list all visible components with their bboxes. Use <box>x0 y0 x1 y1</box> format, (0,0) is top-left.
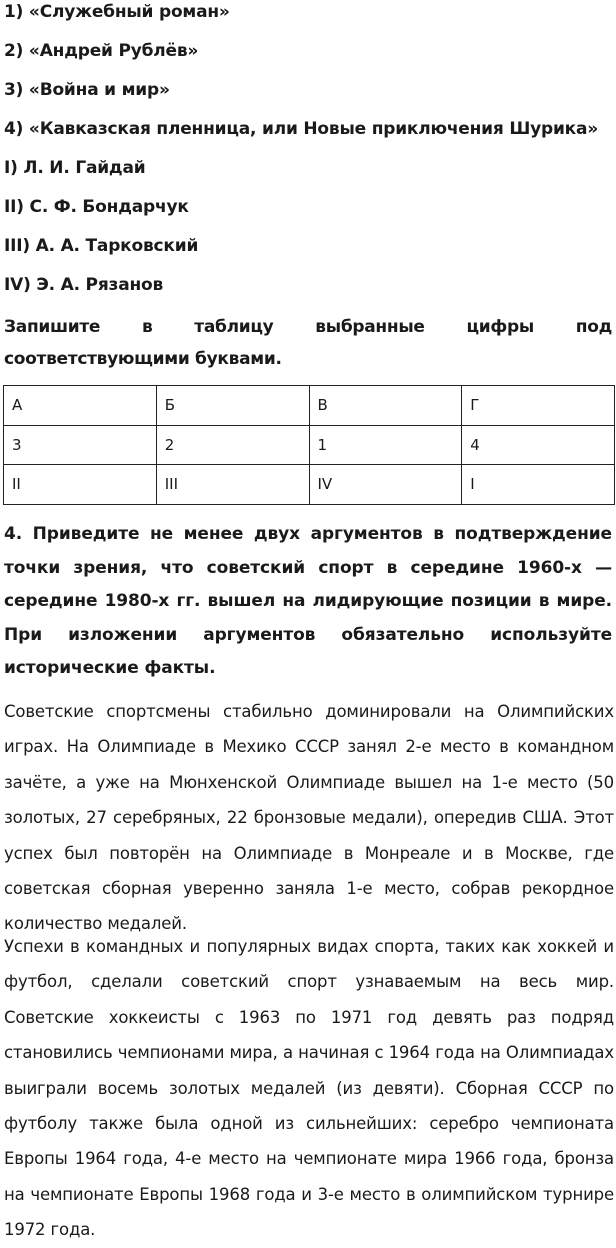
answer-table <box>3 385 615 505</box>
table-cell: I <box>462 465 615 505</box>
table-cell: III <box>156 465 309 505</box>
table-cell: Б <box>156 386 309 426</box>
answer-paragraph-1: Советские спортсмены стабильно доминировали на Олимпийских играх. На Олимпиаде в Мехико СССР занял 2-е место в командном зачёте, а уже на Мюнхенской Олимпиаде вышел на 1-е место (50 золотых, 27 серебряных, 22 бронзовые медали), опередив США. Этот успех был повторён на Олимпиаде в Монреале и в Москве, где советская сборная уверенно заняла 1-е место, собрав рекордное количество медалей. <box>4 702 614 934</box>
table-row-letters <box>4 386 615 426</box>
film-item-4: 4) «Кавказская пленница, или Новые приключения Шурика» <box>4 119 599 139</box>
task-4-heading: 4. Приведите не менее двух аргументов в подтверждение точки зрения, что советский спорт в середине 1960-х — середине 1980-х гг. вышел на лидирующие позиции в мире. При изложении аргументов обязательно используйте исторические факты. <box>4 524 612 678</box>
film-item-3: 3) «Война и мир» <box>4 80 170 100</box>
table-cell: А <box>4 386 157 426</box>
film-item-1: 1) «Служебный роман» <box>4 2 230 22</box>
table-row-digits <box>4 425 615 465</box>
table-cell: 4 <box>462 425 615 465</box>
director-item-4: IV) Э. А. Рязанов <box>4 275 164 295</box>
director-item-3: III) А. А. Тарковский <box>4 236 199 256</box>
table-cell: 2 <box>156 425 309 465</box>
table-cell: Г <box>462 386 615 426</box>
table-cell: 1 <box>309 425 462 465</box>
director-item-2: II) С. Ф. Бондарчук <box>4 197 189 217</box>
film-item-2: 2) «Андрей Рублёв» <box>4 41 199 61</box>
table-row-roman <box>4 465 615 505</box>
director-item-1: I) Л. И. Гайдай <box>4 158 146 178</box>
instruction-text: Запишите в таблицу выбранные цифры под соответствующими буквами. <box>4 317 612 369</box>
table-cell: II <box>4 465 157 505</box>
table-cell: В <box>309 386 462 426</box>
table-cell: IV <box>309 465 462 505</box>
table-cell: 3 <box>4 425 157 465</box>
answer-paragraph-2: Успехи в командных и популярных видах спорта, таких как хоккей и футбол, сделали советский спорт узнаваемым на весь мир. Советские хоккеисты с 1963 по 1971 год девять раз подряд становились чемпионами мира, а начиная с 1964 года на Олимпиадах выиграли восемь золотых медалей (из девяти). Сборная СССР по футболу также была одной из сильнейших: серебро чемпионата Европы 1964 года, 4-е место на чемпионате мира 1966 года, бронза на чемпионате Европы 1968 года и 3-е место в олимпийском турнире 1972 года. <box>4 937 614 1240</box>
